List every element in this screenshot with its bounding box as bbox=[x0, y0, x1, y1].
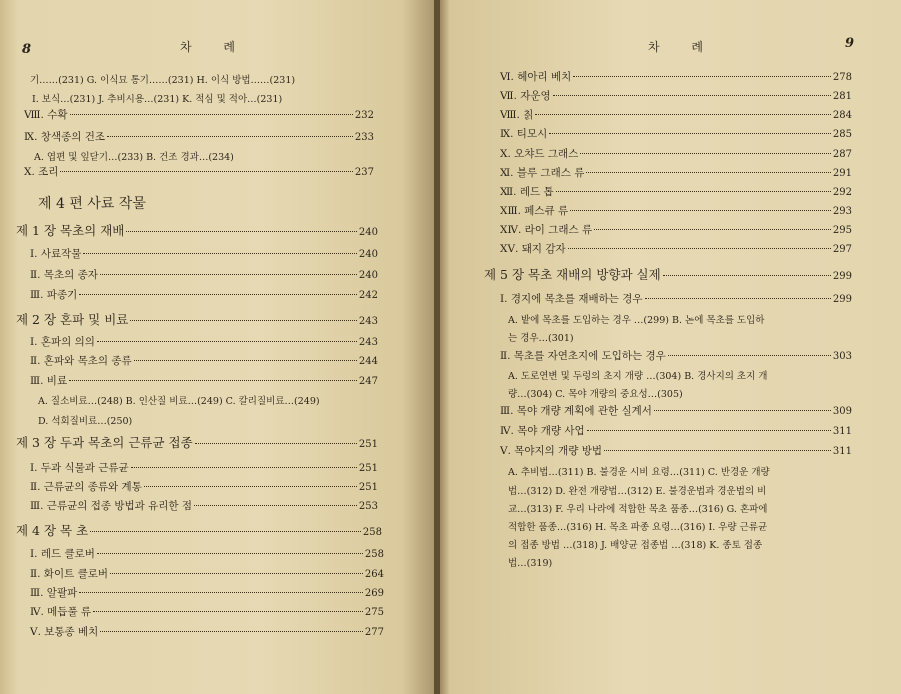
page-number: 9 bbox=[845, 36, 855, 51]
toc-entry: Ⅰ. 혼파의 의의 243 bbox=[30, 336, 378, 348]
toc-entry: Ⅰ. 레드 클로버 258 bbox=[30, 548, 384, 560]
toc-sub-line: A. 도로연변 및 두렁의 초지 개량 …(304) B. 경사지의 초지 개 bbox=[508, 371, 768, 382]
toc-entry: Ⅺ. 블루 그래스 류 291 bbox=[500, 167, 852, 179]
chapter-entry: 제 3 장 두과 목초의 근류균 접종 251 bbox=[16, 435, 378, 450]
toc-entry: Ⅹ. 오챠드 그래스 287 bbox=[500, 148, 852, 160]
toc-sub-line: 법…(312) D. 완전 개량법…(312) E. 불경운법과 경운법의 비 bbox=[508, 486, 767, 497]
toc-entry: Ⅲ. 알팔파 269 bbox=[30, 587, 384, 599]
toc-entry: Ⅲ. 비료 247 bbox=[30, 375, 378, 387]
toc-entry: Ⅱ. 근류균의 종류와 계통 251 bbox=[30, 481, 378, 493]
toc-entry: Ⅶ. 자운영 281 bbox=[500, 90, 852, 102]
toc-entry: Ⅴ. 목야지의 개량 방법 311 bbox=[500, 445, 852, 457]
toc-entry: Ⅰ. 두과 식물과 근류균 251 bbox=[30, 462, 378, 474]
toc-entry: Ⅱ. 목초를 자연초지에 도입하는 경우 303 bbox=[500, 350, 852, 362]
toc-sub-line: I. 보식…(231) J. 추비시용…(231) K. 적심 및 적아…(231) bbox=[32, 94, 283, 105]
toc-entry: Ⅵ. 헤아리 베치 278 bbox=[500, 71, 852, 83]
page-number: 8 bbox=[22, 42, 32, 57]
toc-entry: Ⅳ. 목야 개량 사업 311 bbox=[500, 425, 852, 437]
part-heading: 제 4 편 사료 작물 bbox=[38, 196, 146, 212]
toc-entry: Ⅸ. 창색종의 건조 233 bbox=[24, 131, 374, 143]
toc-entry: ⅩⅤ. 돼지 감자 297 bbox=[500, 243, 852, 255]
toc-entry: ⅩⅣ. 라이 그래스 류 295 bbox=[500, 224, 852, 236]
toc-sub-line: A. 밭에 목초를 도입하는 경우 …(299) B. 논에 목초를 도입하 bbox=[508, 315, 765, 326]
toc-sub-line: 의 접종 방법 …(318) J. 배양균 접종법 …(318) K. 종토 접종 bbox=[508, 540, 763, 551]
chapter-entry: 제 2 장 혼파 및 비료 243 bbox=[16, 312, 378, 327]
toc-sub-line: A. 엽편 및 잎닫기…(233) B. 건조 경과…(234) bbox=[34, 152, 234, 163]
chapter-entry: 제 4 장 목 초 258 bbox=[16, 523, 382, 538]
toc-entry: Ⅴ. 보통종 베치 277 bbox=[30, 626, 384, 638]
toc-sub-line: A. 질소비료…(248) B. 인산질 비료…(249) C. 칼리질비료…(249) bbox=[38, 396, 320, 407]
toc-entry: Ⅱ. 목초의 종자 240 bbox=[30, 269, 378, 281]
chapter-entry: 제 1 장 목초의 재배 240 bbox=[16, 223, 378, 238]
toc-sub-line: D. 석회질비료…(250) bbox=[38, 416, 133, 427]
toc-entry: Ⅹ. 조리 237 bbox=[24, 166, 374, 178]
toc-entry: Ⅱ. 혼파와 목초의 종류 244 bbox=[30, 355, 378, 367]
chapter-entry: 제 5 장 목초 재배의 방향과 실제 299 bbox=[484, 267, 852, 282]
toc-entry: Ⅰ. 사료작물 240 bbox=[30, 248, 378, 260]
toc-sub-line: 기……(231) G. 이식묘 통기……(231) H. 이식 방법……(231) bbox=[30, 75, 296, 86]
toc-entry: Ⅸ. 티모시 285 bbox=[500, 128, 852, 140]
toc-sub-line: 적합한 품종…(316) H. 목초 파종 요령…(316) I. 우량 근류균 bbox=[508, 522, 768, 533]
toc-entry: Ⅲ. 목야 개량 계획에 관한 실계서 309 bbox=[500, 405, 852, 417]
toc-entry: Ⅲ. 근류균의 접종 방법과 유리한 점 253 bbox=[30, 500, 378, 512]
toc-entry: Ⅷ. 수확 232 bbox=[24, 109, 374, 121]
toc-entry: Ⅻ. 레드 톱 292 bbox=[500, 186, 852, 198]
toc-sub-line: 법…(319) bbox=[508, 558, 553, 569]
toc-entry: Ⅱ. 화이트 클로버 264 bbox=[30, 568, 384, 580]
right-page bbox=[440, 0, 901, 694]
left-page bbox=[0, 0, 437, 694]
toc-entry: Ⅷ. 칡 284 bbox=[500, 109, 852, 121]
toc-entry: ⅩⅢ. 페스큐 류 293 bbox=[500, 205, 852, 217]
toc-entry: Ⅳ. 메듭풀 류 275 bbox=[30, 606, 384, 618]
toc-sub-line: 교…(313) F. 우리 나라에 적합한 목초 품종…(316) G. 혼파에 bbox=[508, 504, 768, 515]
toc-sub-line: 량…(304) C. 목야 개량의 중요성…(305) bbox=[508, 389, 683, 400]
toc-sub-line: A. 추비법…(311) B. 불경운 시비 요령…(311) C. 반경운 개량 bbox=[508, 467, 770, 478]
toc-sub-line: 는 경우…(301) bbox=[508, 333, 574, 344]
running-header: 차 례 bbox=[180, 40, 249, 54]
toc-entry: Ⅲ. 파종기 242 bbox=[30, 289, 378, 301]
toc-entry: Ⅰ. 경지에 목초를 재배하는 경우 299 bbox=[500, 293, 852, 305]
running-header: 차 례 bbox=[648, 40, 717, 54]
